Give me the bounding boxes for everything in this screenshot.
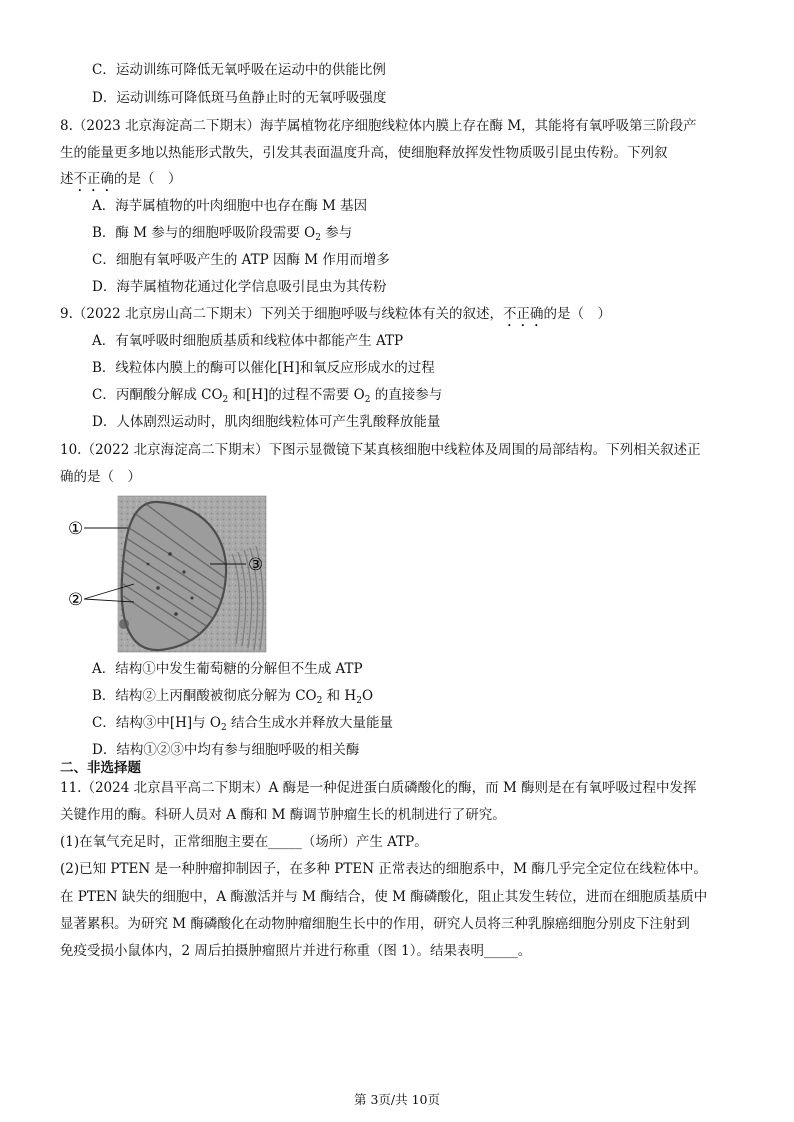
q10-option-b [92, 687, 373, 710]
q9-option-c-end: 的直接参与 [370, 387, 443, 403]
q10-option-d: D．结构①②③中均有参与细胞呼吸的相关酶 [92, 742, 360, 758]
q11-part2-line4: 免疫受损小鼠体内，2 周后拍摄肿瘤照片并进行称重（图 1）。结果表明_____。 [60, 943, 532, 959]
vesicle [119, 619, 129, 629]
q9-stem-text: 9.（2022 北京房山高二下期末）下列关于细胞呼吸与线粒体有关的叙述， [60, 306, 504, 322]
label-structure-1: ① [68, 519, 84, 539]
q10-stem-line2: 确的是（ ） [60, 469, 141, 485]
q8-stem-text: 述 [60, 171, 74, 187]
section-heading: 二、非选择题 [60, 760, 141, 776]
q10-option-b-text: B．结构②上丙酮酸被彻底分解为 CO [92, 688, 317, 704]
subscript: 2 [221, 723, 227, 733]
q8-emphasis: 不正确 [73, 171, 114, 187]
subscript: 2 [316, 696, 323, 706]
q9-stem-end: 的是（ ） [543, 306, 612, 322]
q9-option-a: A．有氧呼吸时细胞质基质和线粒体中都能产生 ATP [92, 333, 404, 349]
subscript: 2 [356, 696, 362, 706]
q8-option-b-text: B．酶 M 参与的细胞呼吸阶段需要 O [92, 225, 316, 241]
q7-option-c: C．运动训练可降低无氧呼吸在运动中的供能比例 [92, 62, 386, 78]
q10-option-c-end: 结合生成水并释放大量能量 [226, 715, 394, 731]
q11-part1: (1)在氧气充足时，正常细胞主要在_____（场所）产生 ATP。 [60, 834, 428, 850]
q11-stem-line1: 11.（2024 北京昌平高二下期末）A 酶是一种促进蛋白质磷酸化的酶，而 M 酶则是在有氧呼吸过程中发挥 [60, 780, 697, 796]
q9-stem [60, 305, 611, 330]
mitochondrion-micrograph [60, 494, 270, 654]
subscript: 2 [222, 395, 229, 405]
q9-option-d: D．人体剧烈运动时，肌肉细胞线粒体可产生乳酸释放能量 [92, 414, 441, 430]
q10-option-b-end: O [361, 688, 374, 704]
q8-option-d: D．海芋属植物花通过化学信息吸引昆虫为其传粉 [92, 279, 387, 295]
page-footer: 第 3页/共 10页 [353, 1092, 441, 1107]
q9-emphasis: 不正确 [503, 306, 544, 322]
subscript: 2 [315, 233, 321, 243]
q11-part2-line1: (2)已知 PTEN 是一种肿瘤抑制因子，在多种 PTEN 正常表达的细胞系中，M 酶几乎完全定位在线粒体中。 [60, 861, 707, 877]
q9-option-c [92, 386, 442, 409]
q9-option-c-mid: 和[H]的过程不需要 O [228, 387, 365, 403]
q8-option-b [92, 224, 352, 247]
q10-option-c-text: C．结构③中[H]与 O [92, 715, 221, 731]
q10-option-b-mid: 和 H [322, 688, 357, 704]
q11-part2-line2: 在 PTEN 缺失的细胞中，A 酶激活并与 M 酶结合，使 M 酶磷酸化，阻止其发生转位，进而在细胞质基质中 [60, 889, 708, 905]
q8-option-c: C．细胞有氧呼吸产生的 ATP 因酶 M 作用而增多 [92, 252, 390, 268]
q11-stem-line2: 关键作用的酶。科研人员对 A 酶和 M 酶调节肿瘤生长的机制进行了研究。 [60, 807, 506, 823]
q10-stem-line1: 10.（2022 北京海淀高二下期末）下图示显微镜下某真核细胞中线粒体及周围的局部结构。下列相关叙述正 [60, 442, 701, 458]
q8-stem-line1: 8.（2023 北京海淀高二下期末）海芋属植物花序细胞线粒体内膜上存在酶 M，其能将有氧呼吸第三阶段产 [60, 118, 697, 134]
q9-option-c-text: C．丙酮酸分解成 CO [92, 387, 223, 403]
q9-option-b: B．线粒体内膜上的酶可以催化[H]和氧反应形成水的过程 [92, 360, 435, 376]
q10-option-a: A．结构①中发生葡萄糖的分解但不生成 ATP [92, 661, 363, 677]
q11-part2-line3: 显著累积。为研究 M 酶磷酸化在动物肿瘤细胞生长中的作用，研究人员将三种乳腺癌细胞分别皮下注射到 [60, 916, 690, 932]
label-structure-3: ③ [248, 555, 264, 575]
q8-stem-end: 的是（ ） [114, 171, 182, 187]
q7-option-d: D．运动训练可降低斑马鱼静止时的无氧呼吸强度 [92, 90, 387, 106]
q8-stem-line3 [60, 170, 182, 195]
subscript: 2 [364, 395, 371, 405]
q10-option-c [92, 714, 393, 737]
q8-option-b-end: 参与 [320, 225, 353, 241]
q8-stem-line2: 生的能量更多地以热能形式散失，引发其表面温度升高，使细胞释放挥发性物质吸引昆虫传粉。下列叙 [60, 145, 668, 161]
label-structure-2: ② [68, 590, 84, 610]
q8-option-a: A．海芋属植物的叶肉细胞中也存在酶 M 基因 [92, 198, 368, 214]
